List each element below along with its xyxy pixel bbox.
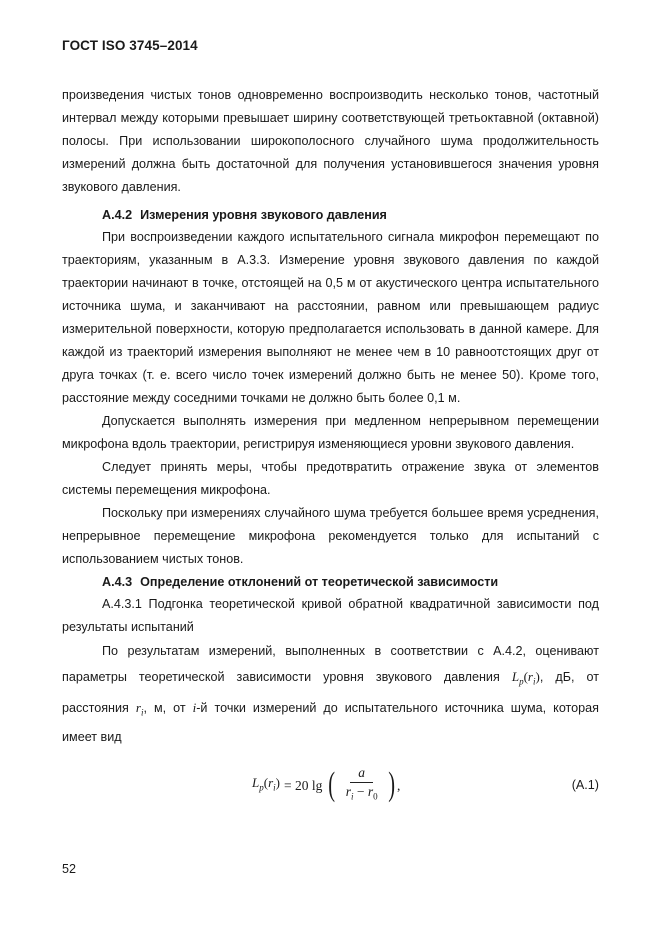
page-number: 52 — [62, 862, 77, 876]
paragraph: Следует принять меры, чтобы предотвратить отражение звука от элементов системы перемещения микрофона. — [62, 460, 599, 497]
document-header: ГОСТ ISO 3745–2014 — [62, 38, 198, 53]
section-title: Измерения уровня звукового давления — [140, 208, 387, 222]
section-number: А.4.2 — [102, 208, 133, 222]
paragraph: Допускается выполнять измерения при медленном непрерывном перемещении микрофона вдоль траектории, регистрируя изменяющиеся уровни звукового давления. — [62, 414, 599, 451]
inline-math-Lp-ri: $L_p(r_i)$ — [511, 669, 540, 687]
subsection-paragraph: А.4.3.1 Подгонка теоретической кривой обратной квадратичной зависимости под результаты испытаний — [62, 597, 599, 634]
fraction: $\frac{a}{r_i - r_0}$ — [345, 765, 378, 802]
paragraph-continuation: произведения чистых тонов одновременно воспроизводить несколько тонов, частотный интервал между которыми превышает ширину соответствующей третьоктавной (октавной) полосы. При использовании широкополосного случайного шума продолжительность измерений должна быть достаточной для получения установившегося значения уровня звукового давления. — [62, 88, 599, 194]
section-heading-a43 — [62, 571, 599, 593]
equation-expression: $L_p(r_i)$ = 20 lg ( $\frac{a}{r_i - r_0}$ ) , — [252, 764, 400, 806]
inline-math-i: i — [192, 699, 197, 715]
section-number: А.4.3 — [102, 575, 133, 589]
section-title: Определение отклонений от теоретической зависимости — [140, 575, 499, 589]
section-heading-a42 — [62, 204, 599, 226]
paragraph: При воспроизведении каждого испытательного сигнала микрофон перемещают по траекториям, указанным в А.3.3. Измерение уровня звукового давления по каждой траектории начинают в точке, отстоящей на 0,5 м от акустического центра испытательного источника шума, и заканчивают на расстоянии, равном или превышающем радиус измерительной поверхности, которую предполагается использовать в данной камере. Для каждой из траекторий измерения выполняют не менее чем в 10 равноотстоящих друг от друга точках (т. е. всего число точек измерений должно быть не менее 50). Кроме того, расстояние между соседними точками не должно быть более 0,1 м. — [62, 230, 599, 405]
page-body — [62, 84, 599, 814]
paragraph: Поскольку при измерениях случайного шума требуется большее время усреднения, непрерывное перемещение микрофона рекомендуется только для испытаний с использованием чистых тонов. — [62, 506, 599, 566]
paragraph-with-math: По результатам измерений, выполненных в соответствии с А.4.2, оценивают параметры теоретической зависимости уровня звукового давления $L_p(r_i)$, дБ, от расстояния $r_i$, м, от i-й точки измерений до испытательного источника шума, которая имеет вид — [62, 644, 600, 745]
equation-a1 — [62, 758, 599, 814]
equation-number: (А.1) — [571, 778, 599, 793]
inline-math-ri: $r_i$ — [135, 699, 144, 718]
